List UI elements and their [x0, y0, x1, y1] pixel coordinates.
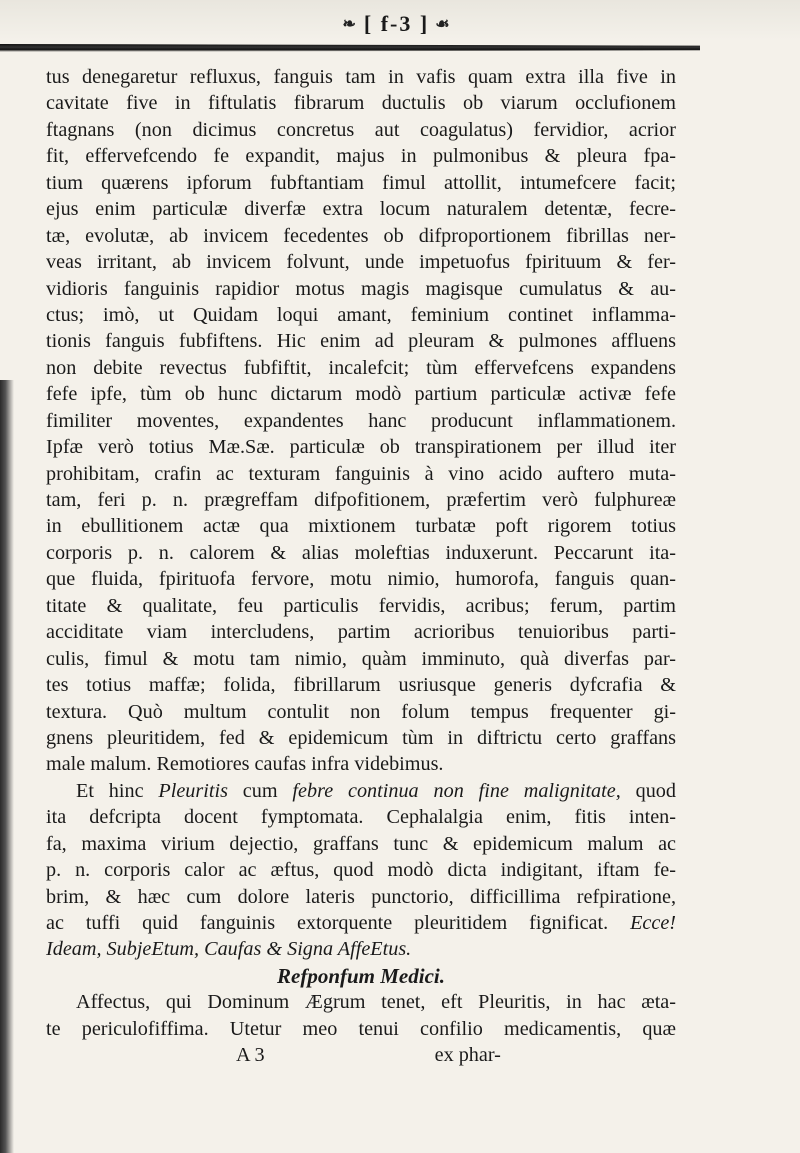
text-line: fit, effervefcendo fe expandit, majus in pulmonibus & pleura fpa- [46, 145, 676, 168]
text-line: tæ, evolutæ, ab invicem fecedentes ob difproportionem fibrillas ner- [46, 224, 676, 247]
text-line: male malum. Remotiores caufas infra videbimus. [46, 753, 444, 776]
text-run: quod [620, 779, 676, 802]
header-rule [0, 44, 700, 52]
text-line: tam, feri p. n. prægreffam difpofitionem, præfertim verò fulphureæ [46, 489, 676, 511]
italic-phrase: febre continua non fine malignitate, [292, 779, 621, 802]
text-line: vidioris fanguinis rapidior motus magis magisque cumulatus & au- [46, 277, 676, 300]
body-text [46, 64, 676, 1069]
page-number: [ f-3 ] [363, 11, 430, 36]
section-heading: Refponfum Medici. [277, 963, 445, 988]
text-line: brim, & hæc cum dolore lateris punctorio, difficillima refpiratione, [46, 885, 676, 908]
text-line: fefe ipfe, tùm ob hunc dictarum modò partium particulæ activæ fefe [46, 383, 676, 406]
ornament-right-icon: ☙ [435, 16, 452, 33]
text-line [46, 910, 676, 936]
binding-shadow [0, 380, 14, 1153]
text-run: ac tuffi quid fanguinis extorquente pleuritidem fignificat. [46, 912, 609, 934]
text-line: tionis fanguis fubfiftens. Hic enim ad pleuram & pulmones affluens [46, 330, 676, 353]
text-line: cavitate five in fiftulatis fibrarum ductulis ob viarum occlufionem [46, 92, 676, 115]
text-line: acciditate viam intercludens, partim acrioribus tenuioribus parti- [46, 621, 676, 644]
text-run: cum [227, 779, 293, 802]
text-line: prohibitam, crafin ac texturam fanguinis à vino acido auftero muta- [46, 462, 676, 485]
italic-term: Pleuritis [158, 779, 228, 802]
text-line: in ebullitionem actæ qua mixtionem turbatæ poft rigorem totius [46, 515, 676, 538]
italic-summary-line: Ideam, SubjeEtum, Caufas & Signa AffeEtus. [46, 938, 412, 961]
text-line: te periculofiffima. Utetur meo tenui confilio medicamentis, quæ [46, 1017, 676, 1040]
text-line: que fluida, fpirituofa fervore, motu nimio, humorofa, fanguis quan- [46, 568, 676, 591]
text-line: p. n. corporis calor ac æftus, quod modò dicta indigitant, iftam fe- [46, 859, 676, 882]
text-run: Et hinc [76, 779, 159, 802]
text-line: non debite revectus fubfiftit, incalefcit; tùm effervefcens expandens [46, 356, 676, 379]
text-line: veas irritant, ab invicem folvunt, unde impetuofus fpirituum & fer- [46, 251, 676, 274]
text-line: culis, fimul & motu tam nimio, quàm imminuto, quà diverfas par- [46, 647, 676, 670]
text-line: ita defcripta docent fymptomata. Cephalalgia enim, fitis inten- [46, 806, 676, 829]
text-line: tes totius maffæ; folida, fibrillarum usriusque generis dyfcrafia & [46, 674, 676, 697]
text-line: fa, maxima virium dejectio, graffans tunc & epidemicum malum ac [46, 832, 676, 855]
text-line: gnens pleuritidem, fed & epidemicum tùm in diftrictu certo graffans [46, 726, 676, 749]
text-line: titate & qualitate, feu particulis fervidis, acribus; ferum, partim [46, 594, 676, 617]
text-line: tium quærens ipforum fubftantiam fimul attollit, intumefcere facit; [46, 171, 676, 194]
text-line: tus denegaretur refluxus, fanguis tam in vafis quam extra illa five in [46, 66, 676, 88]
ornament-left-icon: ❧ [342, 16, 358, 33]
text-line: Affectus, qui Dominum Ægrum tenet, eft Pleuritis, in hac æta- [76, 991, 676, 1014]
signature-mark: A 3 [236, 1044, 265, 1067]
text-line: ftagnans (non dicimus concretus aut coagulatus) fervidior, acrior [46, 118, 676, 141]
text-line: corporis p. n. calorem & alias moleftias induxerunt. Peccarunt ita- [46, 541, 676, 564]
text-line: textura. Quò multum contulit non folum tempus frequenter gi- [46, 700, 676, 723]
text-line: ejus enim particulæ diverfæ extra locum naturalem detentæ, fecre- [46, 198, 676, 221]
footer-line [46, 1042, 676, 1068]
text-line: ctus; imò, ut Quidam loqui amant, feminium continet inflamma- [46, 303, 676, 326]
text-line: Ipfæ verò totius Mæ.Sæ. particulæ ob transpirationem per illud iter [46, 436, 676, 459]
catchword: ex phar- [434, 1044, 501, 1067]
text-line: fimiliter moventes, expandentes hanc producunt inflammationem. [46, 409, 676, 432]
page-header-ornament [332, 12, 462, 36]
italic-exclamation: Ecce! [630, 912, 676, 934]
paragraph-start-line [46, 778, 676, 804]
